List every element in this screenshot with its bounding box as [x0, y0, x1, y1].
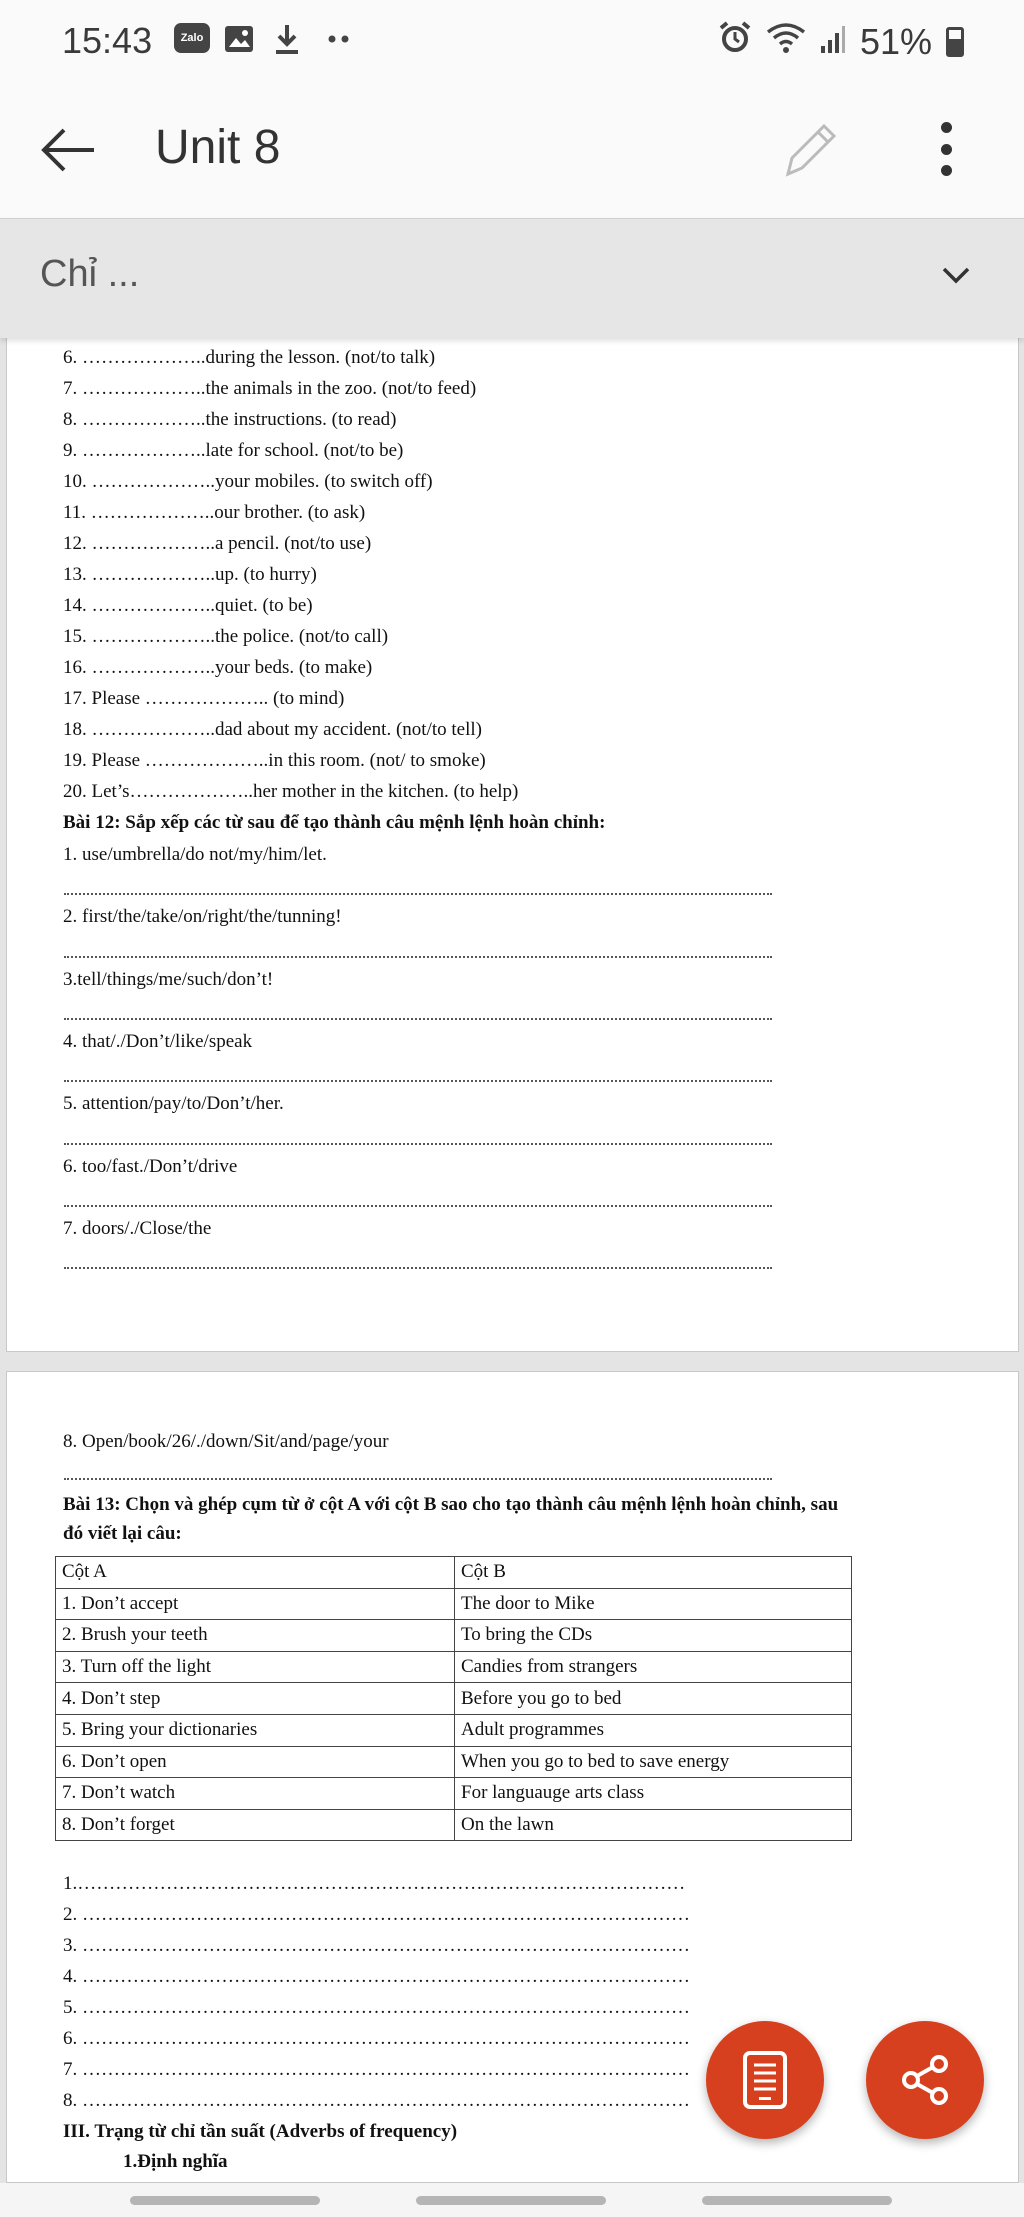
nav-home-button[interactable]	[416, 2196, 606, 2205]
exercise-item: 7. ………………..the animals in the zoo. (not/to feed)	[63, 378, 477, 399]
bai13-heading: Bài 13: Chọn và ghép cụm từ ở cột A với cột B sao cho tạo thành câu mệnh lệnh hoàn chỉnh, sau	[63, 1494, 839, 1515]
status-time: 15:43	[62, 20, 153, 61]
table-cell-a: 1. Don’t accept	[56, 1588, 455, 1620]
exercise-item: 17. Please ……………….. (to mind)	[63, 688, 345, 709]
bai12-item: 8. Open/book/26/./down/Sit/and/page/your	[63, 1431, 389, 1452]
subsection-heading: 1.Định nghĩa	[123, 2151, 228, 2172]
exercise-item: 16. ………………..your beds. (to make)	[63, 657, 373, 678]
more-notifications-icon	[324, 20, 354, 58]
exercise-item: 8. ………………..the instructions. (to read)	[63, 409, 397, 430]
exercise-item: 9. ………………..late for school. (not/to be)	[63, 440, 404, 461]
table-header-b: Cột B	[455, 1557, 852, 1589]
table-row	[56, 1778, 852, 1810]
answer-line: 6. ……………………………………………………………………………………	[63, 2028, 690, 2049]
status-bar	[0, 0, 1024, 80]
answer-dotted-line	[64, 1143, 772, 1145]
pencil-icon	[774, 114, 844, 184]
status-right	[718, 20, 964, 63]
answer-dotted-line	[64, 1267, 772, 1269]
find-query[interactable]: Chỉ ...	[40, 253, 140, 295]
exercise-item: 6. ………………..during the lesson. (not/to talk)	[63, 347, 436, 368]
bai12-item: 1. use/umbrella/do not/my/him/let.	[63, 844, 327, 865]
table-cell-a: 5. Bring your dictionaries	[56, 1714, 455, 1746]
zalo-icon: Zalo	[174, 23, 210, 53]
share-icon	[897, 2052, 953, 2108]
alarm-icon	[718, 20, 752, 63]
table-cell-a: 8. Don’t forget	[56, 1809, 455, 1841]
system-nav-bar	[0, 2183, 1024, 2217]
find-bar[interactable]	[0, 218, 1024, 338]
mobile-view-icon	[741, 2051, 789, 2109]
answer-line: 1.……………………………………………………………………………………	[63, 1873, 686, 1894]
table-cell-a: 6. Don’t open	[56, 1746, 455, 1778]
answer-dotted-line	[64, 1205, 772, 1207]
bai12-item: 6. too/fast./Don’t/drive	[63, 1156, 238, 1177]
bai13-heading-cont: đó viết lại câu:	[63, 1523, 182, 1544]
bai12-item: 3.tell/things/me/such/don’t!	[63, 969, 274, 990]
back-arrow-icon	[36, 118, 100, 182]
answer-line: 2. ……………………………………………………………………………………	[63, 1904, 690, 1925]
bai12-item: 4. that/./Don’t/like/speak	[63, 1031, 253, 1052]
answer-line: 7. ……………………………………………………………………………………	[63, 2059, 690, 2080]
document-page-2	[6, 1371, 1019, 2183]
chevron-down-icon	[936, 255, 976, 295]
table-cell-a: 4. Don’t step	[56, 1683, 455, 1715]
exercise-item: 12. ………………..a pencil. (not/to use)	[63, 533, 372, 554]
edit-button[interactable]	[774, 114, 844, 184]
battery-percent: 51%	[859, 20, 932, 62]
answer-dotted-line	[64, 956, 772, 958]
table-cell-b: When you go to bed to save energy	[455, 1746, 852, 1778]
bai12-heading: Bài 12: Sắp xếp các từ sau để tạo thành câu mệnh lệnh hoàn chỉnh:	[63, 812, 606, 833]
expand-button[interactable]	[936, 255, 976, 295]
signal-icon	[820, 21, 846, 63]
table-cell-b: Adult programmes	[455, 1714, 852, 1746]
table-row	[56, 1809, 852, 1841]
table-cell-a: 2. Brush your teeth	[56, 1620, 455, 1652]
more-dot-icon	[941, 122, 952, 133]
matching-table	[55, 1556, 852, 1841]
table-cell-b: On the lawn	[455, 1809, 852, 1841]
bai12-item: 7. doors/./Close/the	[63, 1218, 212, 1239]
table-cell-b: Candies from strangers	[455, 1651, 852, 1683]
exercise-item: 20. Let’s………………..her mother in the kitchen. (to help)	[63, 781, 519, 802]
table-header-row	[56, 1557, 852, 1589]
table-cell-b: For languauge arts class	[455, 1778, 852, 1810]
reading-mode-button[interactable]	[706, 2021, 824, 2139]
section-heading: III. Trạng từ chỉ tần suất (Adverbs of frequency)	[63, 2121, 458, 2142]
table-row	[56, 1714, 852, 1746]
answer-dotted-line	[64, 1080, 772, 1082]
answer-line: 4. ……………………………………………………………………………………	[63, 1966, 690, 1987]
exercise-item: 14. ………………..quiet. (to be)	[63, 595, 313, 616]
app-bar	[0, 80, 1024, 218]
bai12-item: 2. first/the/take/on/right/the/tunning!	[63, 906, 342, 927]
table-cell-a: 3. Turn off the light	[56, 1651, 455, 1683]
back-button[interactable]	[36, 118, 100, 182]
table-cell-b: The door to Mike	[455, 1588, 852, 1620]
share-button[interactable]	[866, 2021, 984, 2139]
table-header-a: Cột A	[56, 1557, 455, 1589]
document-title: Unit 8	[155, 121, 281, 174]
download-icon	[272, 20, 302, 58]
exercise-item: 10. ………………..your mobiles. (to switch off)	[63, 471, 433, 492]
image-icon	[222, 20, 256, 58]
document-page-1	[6, 320, 1019, 1352]
more-options-button[interactable]	[930, 116, 962, 182]
exercise-item: 19. Please ………………..in this room. (not/ to smoke)	[63, 750, 486, 771]
bai12-item: 5. attention/pay/to/Don’t/her.	[63, 1093, 284, 1114]
exercise-item: 13. ………………..up. (to hurry)	[63, 564, 317, 585]
more-dot-icon	[941, 165, 952, 176]
table-cell-b: To bring the CDs	[455, 1620, 852, 1652]
exercise-item: 18. ………………..dad about my accident. (not/to tell)	[63, 719, 482, 740]
answer-dotted-line	[64, 893, 772, 895]
table-row	[56, 1683, 852, 1715]
answer-dotted-line	[64, 1018, 772, 1020]
battery-icon	[946, 27, 964, 57]
table-row	[56, 1620, 852, 1652]
table-row	[56, 1588, 852, 1620]
answer-line: 8. ……………………………………………………………………………………	[63, 2090, 690, 2111]
answer-line: 3. ……………………………………………………………………………………	[63, 1935, 690, 1956]
answer-line: 5. ……………………………………………………………………………………	[63, 1997, 690, 2018]
more-dot-icon	[941, 144, 952, 155]
table-row	[56, 1746, 852, 1778]
table-cell-a: 7. Don’t watch	[56, 1778, 455, 1810]
table-cell-b: Before you go to bed	[455, 1683, 852, 1715]
table-row	[56, 1651, 852, 1683]
nav-recent-button[interactable]	[130, 2196, 320, 2205]
answer-dotted-line	[64, 1478, 772, 1480]
wifi-icon	[766, 21, 806, 63]
exercise-item: 11. ………………..our brother. (to ask)	[63, 502, 366, 523]
nav-back-button[interactable]	[702, 2196, 892, 2205]
exercise-item: 15. ………………..the police. (not/to call)	[63, 626, 389, 647]
